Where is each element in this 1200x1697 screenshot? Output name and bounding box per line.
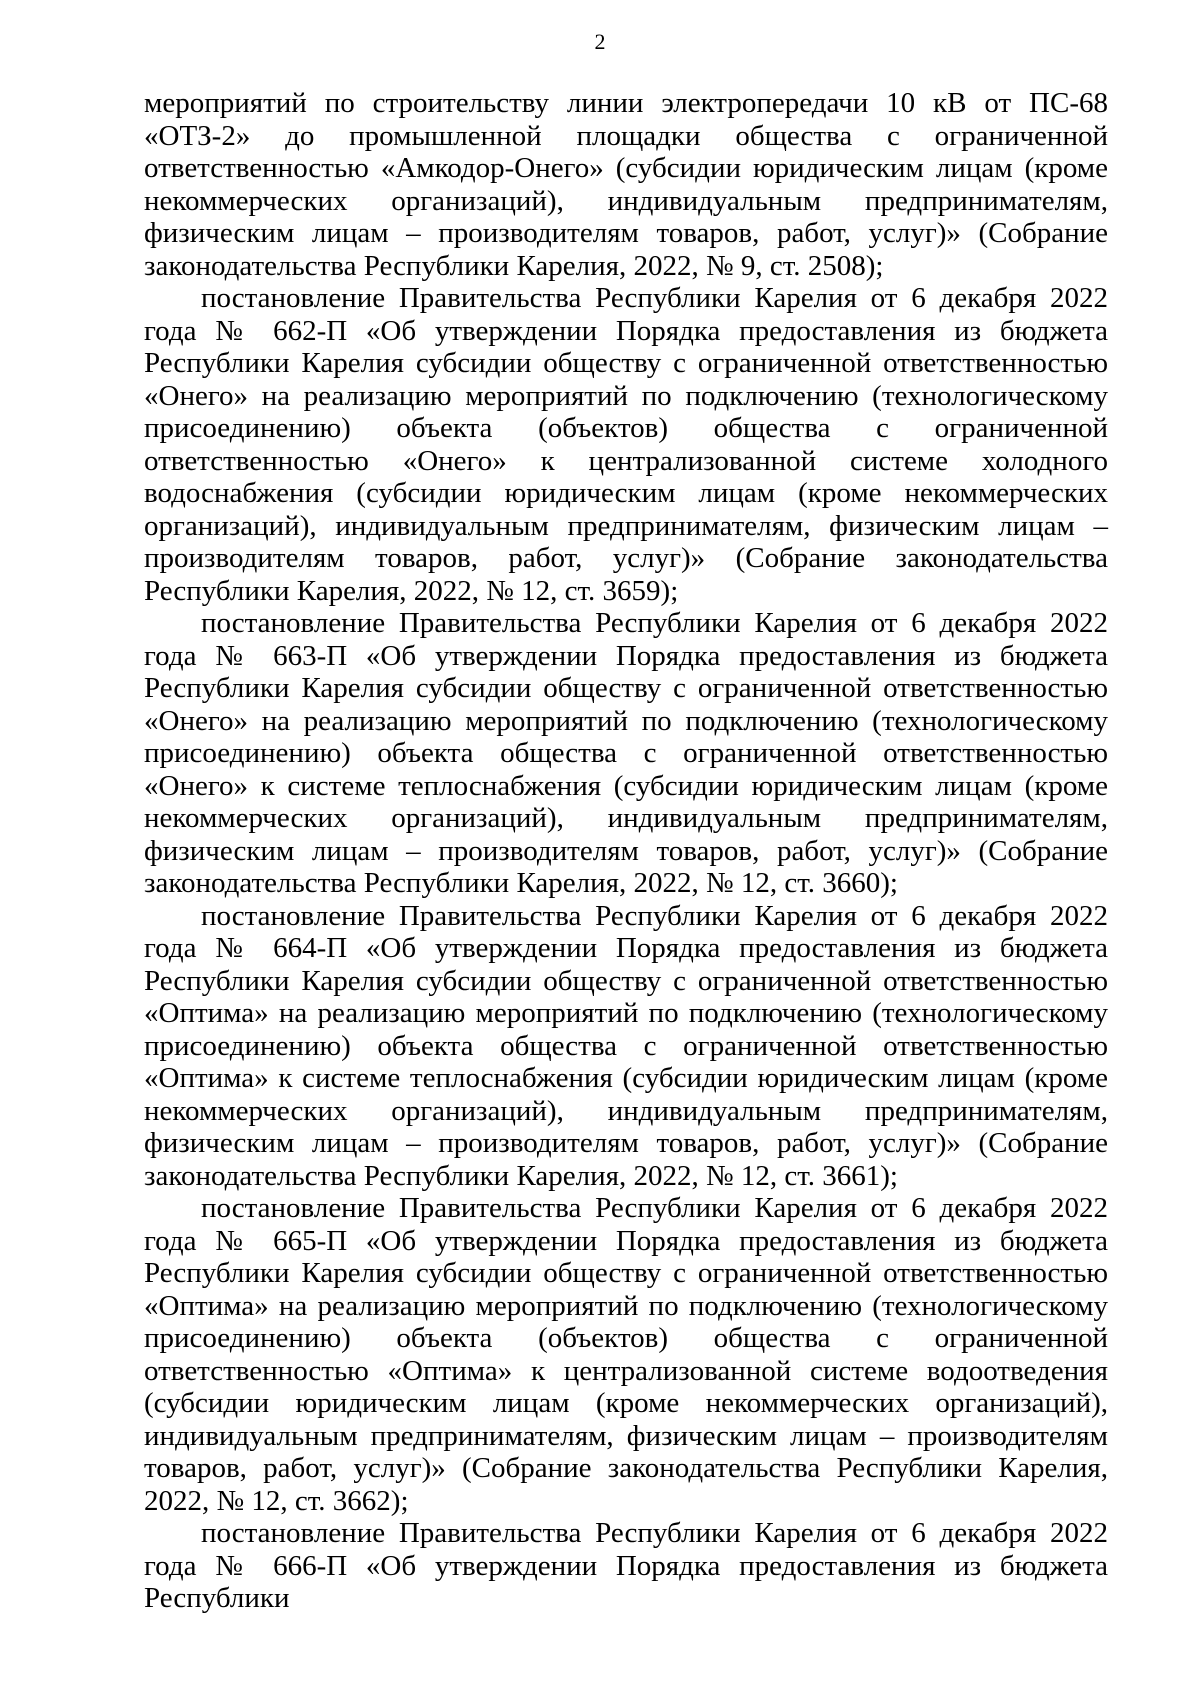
paragraph-resolution-665: постановление Правительства Республики Карелия от 6 декабря 2022 года № 665-П «Об утверждении Порядка предоставления из бюджета Республики Карелия субсидии обществу с ограниченной ответственностью «Оптима» на реализацию мероприятий по подключению (технологическому присоединению) объекта (объектов) общества с ограниченной ответственностью «Оптима» к централизованной системе водоотведения (субсидии юридическим лицам (кроме некоммерческих организаций), индивидуальным предпринимателям, физическим лицам – производителям товаров, работ, услуг)» (Собрание законодательства Республики Карелия, 2022, № 12, ст. 3662); [144,1192,1108,1517]
paragraph-resolution-662: постановление Правительства Республики Карелия от 6 декабря 2022 года № 662-П «Об утверждении Порядка предоставления из бюджета Республики Карелия субсидии обществу с ограниченной ответственностью «Онего» на реализацию мероприятий по подключению (технологическому присоединению) объекта (объектов) общества с ограниченной ответственностью «Онего» к централизованной системе холодного водоснабжения (субсидии юридическим лицам (кроме некоммерческих организаций), индивидуальным предпринимателям, физическим лицам – производителям товаров, работ, услуг)» (Собрание законодательства Республики Карелия, 2022, № 12, ст. 3659); [144,282,1108,607]
paragraph-resolution-666: постановление Правительства Республики Карелия от 6 декабря 2022 года № 666-П «Об утверждении Порядка предоставления из бюджета Республики [144,1517,1108,1614]
page-number: 2 [594,29,606,54]
paragraph-resolution-664: постановление Правительства Республики Карелия от 6 декабря 2022 года № 664-П «Об утверждении Порядка предоставления из бюджета Республики Карелия субсидии обществу с ограниченной ответственностью «Оптима» на реализацию мероприятий по подключению (технологическому присоединению) объекта общества с ограниченной ответственностью «Оптима» к системе теплоснабжения (субсидии юридическим лицам (кроме некоммерческих организаций), индивидуальным предпринимателям, физическим лицам – производителям товаров, работ, услуг)» (Собрание законодательства Республики Карелия, 2022, № 12, ст. 3661); [144,899,1108,1192]
document-body [144,87,1108,1615]
paragraph-resolution-663: постановление Правительства Республики Карелия от 6 декабря 2022 года № 663-П «Об утверждении Порядка предоставления из бюджета Республики Карелия субсидии обществу с ограниченной ответственностью «Онего» на реализацию мероприятий по подключению (технологическому присоединению) объекта общества с ограниченной ответственностью «Онего» к системе теплоснабжения (субсидии юридическим лицам (кроме некоммерческих организаций), индивидуальным предпринимателям, физическим лицам – производителям товаров, работ, услуг)» (Собрание законодательства Республики Карелия, 2022, № 12, ст. 3660); [144,607,1108,899]
paragraph-continuation: мероприятий по строительству линии электропередачи 10 кВ от ПС-68 «ОТЗ-2» до промышленной площадки общества с ограниченной ответственностью «Амкодор-Онего» (субсидии юридическим лицам (кроме некоммерческих организаций), индивидуальным предпринимателям, физическим лицам – производителям товаров, работ, услуг)» (Собрание законодательства Республики Карелия, 2022, № 9, ст. 2508); [144,87,1108,282]
